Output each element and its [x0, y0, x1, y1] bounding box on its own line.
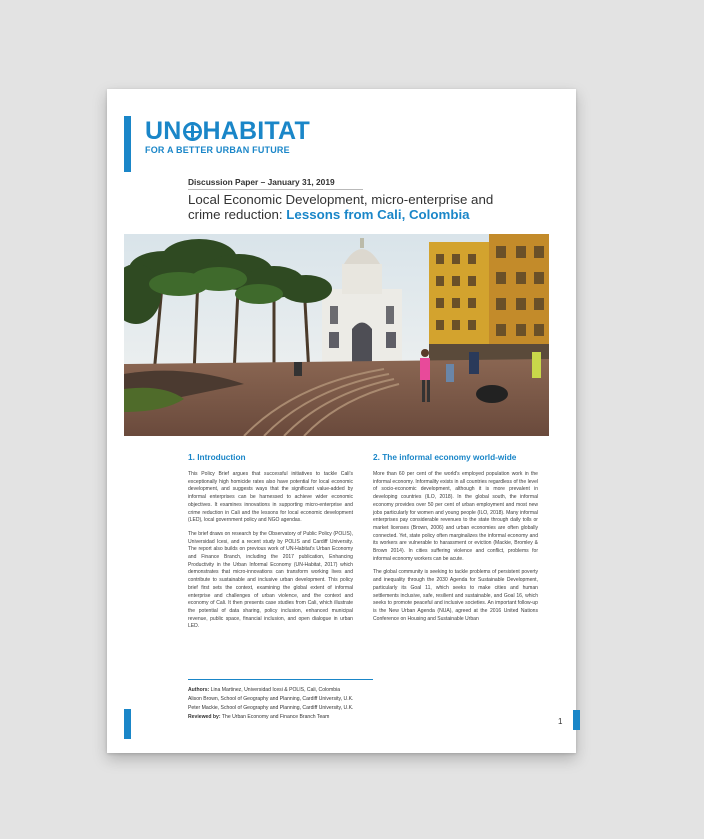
divider — [188, 189, 363, 190]
logo-tagline: FOR A BETTER URBAN FUTURE — [145, 145, 290, 155]
discussion-paper-date: Discussion Paper – January 31, 2019 — [188, 177, 335, 187]
document-title — [188, 192, 518, 222]
cali-street-photo — [124, 234, 549, 436]
section-heading: 1. Introduction — [188, 452, 246, 462]
page-number: 1 — [558, 717, 563, 726]
author-line: Lina Martinez, Universidad Icesi & POLIS, Cali, Colombia — [210, 687, 341, 693]
paragraph: The global community is seeking to tackle problems of persistent poverty and inequality through the 2030 Agenda for Sustainable Development, particularly its Goal 11, which seeks to make cities and human settlements inclusive, safe, resilient and sustainable, and Goal 16, which seeks to promote peaceful and inclusive societies. An important follow-up is the New Urban Agenda (NUA), agreed at the 2016 United Nations Conference on Housing and Sustainable Urban — [373, 569, 538, 622]
paragraph: The brief draws on research by the Observatory of Public Policy (POLIS), Universidad Icesi, and a recent study by POLIS and Cardiff University. The report also builds on previous work of UN-Habitat's Urban Economy and Finance Branch, including the 2017 publication, Enhancing Productivity in the Urban Informal Economy (UN-Habitat, 2017) which demonstrates that micro-innovations can transform working lives and contribute to sustainable and inclusive urban development. This policy brief first sets the context, examining the global extent of informal enterprise and challenges of urban violence, and the context and economy of Cali. It then presents case studies from Cali, which illustrate the potential of data sharing, policy inclusion, enhanced municipal revenue, public space, financial inclusion, and open dialogue in urban LED. — [188, 530, 353, 630]
un-globe-icon — [183, 122, 202, 141]
document-page — [107, 89, 576, 753]
authors-divider — [188, 679, 373, 680]
section-informal-economy — [373, 452, 538, 629]
footer-accent-bar-right — [573, 710, 580, 730]
logo-un-text: UN — [145, 117, 182, 145]
author-line: Alison Brown, School of Geography and Planning, Cardiff University, U.K. — [188, 696, 354, 703]
reviewed-label: Reviewed by: — [188, 714, 221, 721]
authors-label: Authors: — [188, 687, 210, 693]
logo-habitat-text: HABITAT — [202, 117, 310, 145]
reviewed-value: The Urban Economy and Finance Branch Team — [221, 714, 330, 721]
paragraph: This Policy Brief argues that successful initiatives to tackle Cali's exceptionally high homicide rates also have potential for local economic development, and suggests ways that the significant value-added by informal enterprises can be harnessed to achieve wider economic objectives. It examines innovations in supporting micro-enterprise and crime reduction in Cali and the lessons for local economic development (LED), local government policy and NGO agendas. — [188, 471, 353, 524]
authors-block — [188, 686, 353, 722]
header-accent-bar — [124, 116, 131, 172]
author-line: Peter Mackie, School of Geography and Planning, Cardiff University, U.K. — [188, 705, 354, 712]
footer-accent-bar-left — [124, 709, 131, 739]
title-plain: Local Economic Development, micro-enterprise and crime reduction: — [188, 192, 494, 222]
paragraph: More than 60 per cent of the world's employed population work in the informal economy. Informality exists in all countries regardless of the level of socio-economic development, although it is more prevalent in developing countries (ILO, 2018). In the global south, the informal economy provides over 50 per cent of urban employment and most new jobs particularly for women and young people (ILO, 2018). Many informal enterprises pay considerable revenues to the state through daily tolls or market licenses (Brown, 2006) and urban economies are often globally connected. Yet, state policy often marginalizes the informal economy and its workers are vulnerable to harassment or eviction (Mackie, Bromley & Brown 2014). In cities suffering violence and conflict, problems for informal economy workers can be acute. — [373, 471, 538, 562]
un-habitat-logo — [145, 119, 310, 155]
section-heading: 2. The informal economy world-wide — [373, 452, 517, 462]
section-introduction — [188, 452, 353, 637]
title-accent: Lessons from Cali, Colombia — [286, 207, 470, 222]
